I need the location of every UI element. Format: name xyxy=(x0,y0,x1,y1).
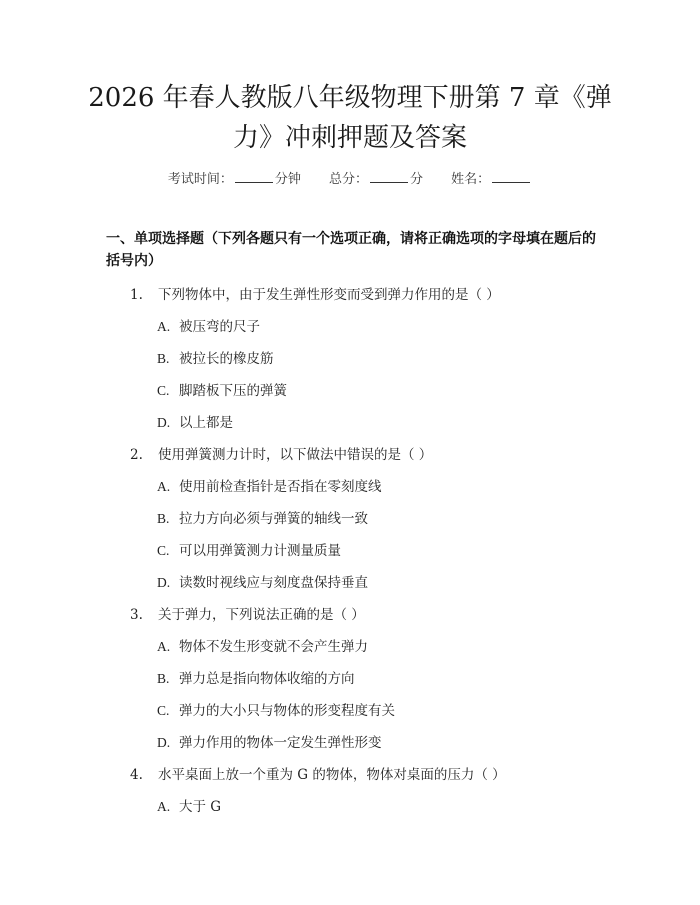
option-text: 拉力方向必须与弹簧的轴线一致 xyxy=(179,511,368,527)
exam-score xyxy=(329,172,427,187)
option-3c xyxy=(157,699,395,719)
question-3 xyxy=(130,603,365,623)
exam-time xyxy=(168,172,305,187)
name-blank[interactable] xyxy=(492,170,530,183)
option-3a xyxy=(157,635,368,655)
option-text: 弹力的大小只与物体的形变程度有关 xyxy=(179,703,395,719)
option-1d xyxy=(157,411,233,431)
document-title xyxy=(60,78,640,158)
option-text: 脚踏板下压的弹簧 xyxy=(179,383,287,399)
title-line-2: 力》冲刺押题及答案 xyxy=(232,123,467,153)
question-text: 使用弹簧测力计时，以下做法中错误的是（ ） xyxy=(158,447,433,463)
question-number: 1. xyxy=(130,287,143,303)
option-letter: B. xyxy=(157,671,170,686)
option-1a xyxy=(157,315,260,335)
time-label: 考试时间： xyxy=(167,172,233,187)
question-number: 2. xyxy=(130,447,143,463)
option-text: 被压弯的尺子 xyxy=(179,319,260,335)
option-letter: C. xyxy=(157,383,170,398)
option-text: 物体不发生形变就不会产生弹力 xyxy=(179,639,368,655)
option-2d xyxy=(157,571,368,591)
option-letter: D. xyxy=(157,575,171,590)
exam-name xyxy=(451,172,532,187)
name-label: 姓名： xyxy=(451,172,491,187)
option-text: 被拉长的橡皮筋 xyxy=(179,351,274,367)
option-3d xyxy=(157,731,382,751)
section-heading: 一、单项选择题（下列各题只有一个选项正确，请将正确选项的字母填在题后的括号内） xyxy=(106,231,596,269)
option-letter: B. xyxy=(157,351,170,366)
time-blank[interactable] xyxy=(235,170,273,183)
title-line-1: 2026 年春人教版八年级物理下册第 7 章《弹 xyxy=(88,83,612,113)
score-label: 总分： xyxy=(328,172,368,187)
option-1c xyxy=(157,379,287,399)
option-letter: C. xyxy=(157,703,170,718)
option-letter: A. xyxy=(157,799,171,814)
option-letter: D. xyxy=(157,415,171,430)
option-text: 读数时视线应与刻度盘保持垂直 xyxy=(179,575,368,591)
question-number: 4. xyxy=(130,767,143,783)
option-letter: D. xyxy=(157,735,171,750)
option-2c xyxy=(157,539,341,559)
option-letter: A. xyxy=(157,479,171,494)
question-4 xyxy=(130,763,506,783)
option-letter: B. xyxy=(157,511,170,526)
time-unit: 分钟 xyxy=(274,172,301,187)
question-2 xyxy=(130,443,432,463)
option-text: 大于 G xyxy=(179,799,222,815)
option-text: 以上都是 xyxy=(179,415,233,431)
score-unit: 分 xyxy=(410,172,424,187)
question-number: 3. xyxy=(130,607,143,623)
option-text: 弹力作用的物体一定发生弹性形变 xyxy=(179,735,382,751)
question-1 xyxy=(130,283,500,303)
option-letter: A. xyxy=(157,319,171,334)
option-4a xyxy=(157,795,221,815)
option-2b xyxy=(157,507,368,527)
option-1b xyxy=(157,347,274,367)
question-text: 下列物体中，由于发生弹性形变而受到弹力作用的是（ ） xyxy=(158,287,500,303)
option-letter: A. xyxy=(157,639,171,654)
option-text: 可以用弹簧测力计测量质量 xyxy=(179,543,341,559)
exam-meta xyxy=(0,168,700,187)
question-text: 水平桌面上放一个重为 G 的物体，物体对桌面的压力（ ） xyxy=(158,767,506,783)
question-text: 关于弹力，下列说法正确的是（ ） xyxy=(158,607,365,623)
option-letter: C. xyxy=(157,543,170,558)
option-2a xyxy=(157,475,382,495)
option-text: 使用前检查指针是否指在零刻度线 xyxy=(179,479,382,495)
option-text: 弹力总是指向物体收缩的方向 xyxy=(179,671,355,687)
option-3b xyxy=(157,667,355,687)
score-blank[interactable] xyxy=(370,170,408,183)
